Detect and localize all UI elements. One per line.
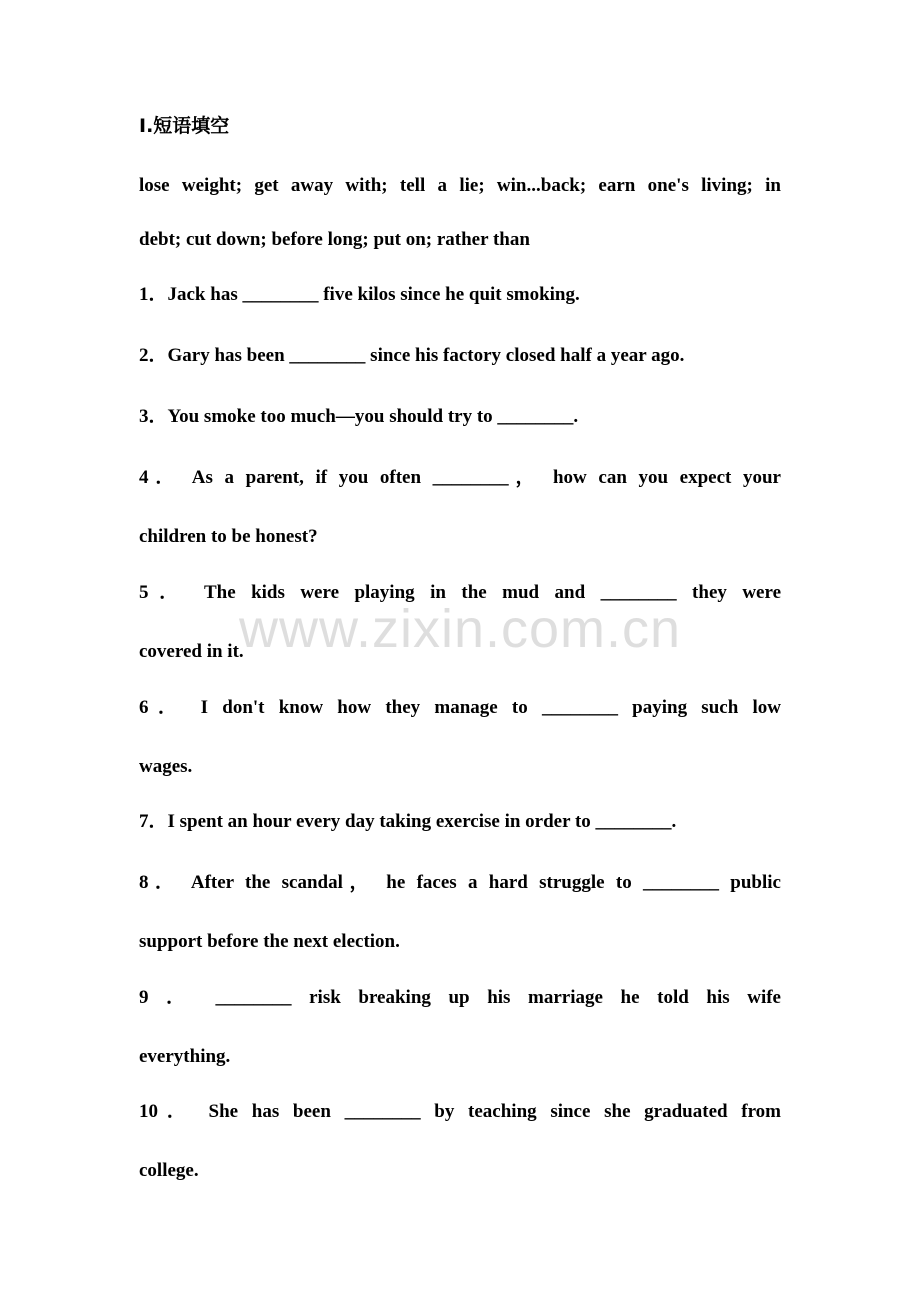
phrase-bank-line-1: lose weight; get away with; tell a lie; win...back; earn one's living; in [139, 175, 781, 196]
question-7: 7．I spent an hour every day taking exercise in order to ________. [139, 811, 677, 832]
question-4-continued: children to be honest? [139, 526, 318, 547]
phrase-bank-line-2: debt; cut down; before long; put on; rather than [139, 229, 530, 250]
watermark: www.zixin.com.cn [238, 599, 682, 659]
question-10-continued: college. [139, 1160, 199, 1181]
question-9-continued: everything. [139, 1046, 231, 1067]
question-9: 9 ． ________ risk breaking up his marriage he told his wife [139, 987, 781, 1008]
question-5: 5． The kids were playing in the mud and ________ they were [139, 582, 781, 603]
question-8: 8． After the scandal， he faces a hard struggle to ________ public [139, 872, 781, 893]
question-5-continued: covered in it. [139, 641, 244, 662]
question-1: 1．Jack has ________ five kilos since he quit smoking. [139, 284, 580, 305]
question-2: 2．Gary has been ________ since his factory closed half a year ago. [139, 345, 685, 366]
question-4: 4． As a parent, if you often ________， how can you expect your [139, 467, 781, 488]
question-8-continued: support before the next election. [139, 931, 400, 952]
section-heading: Ⅰ.短语填空 [139, 115, 230, 137]
question-6-continued: wages. [139, 756, 193, 777]
question-3: 3．You smoke too much—you should try to ________. [139, 406, 579, 427]
question-6: 6． I don't know how they manage to ________ paying such low [139, 697, 781, 718]
question-10: 10． She has been ________ by teaching since she graduated from [139, 1101, 781, 1122]
